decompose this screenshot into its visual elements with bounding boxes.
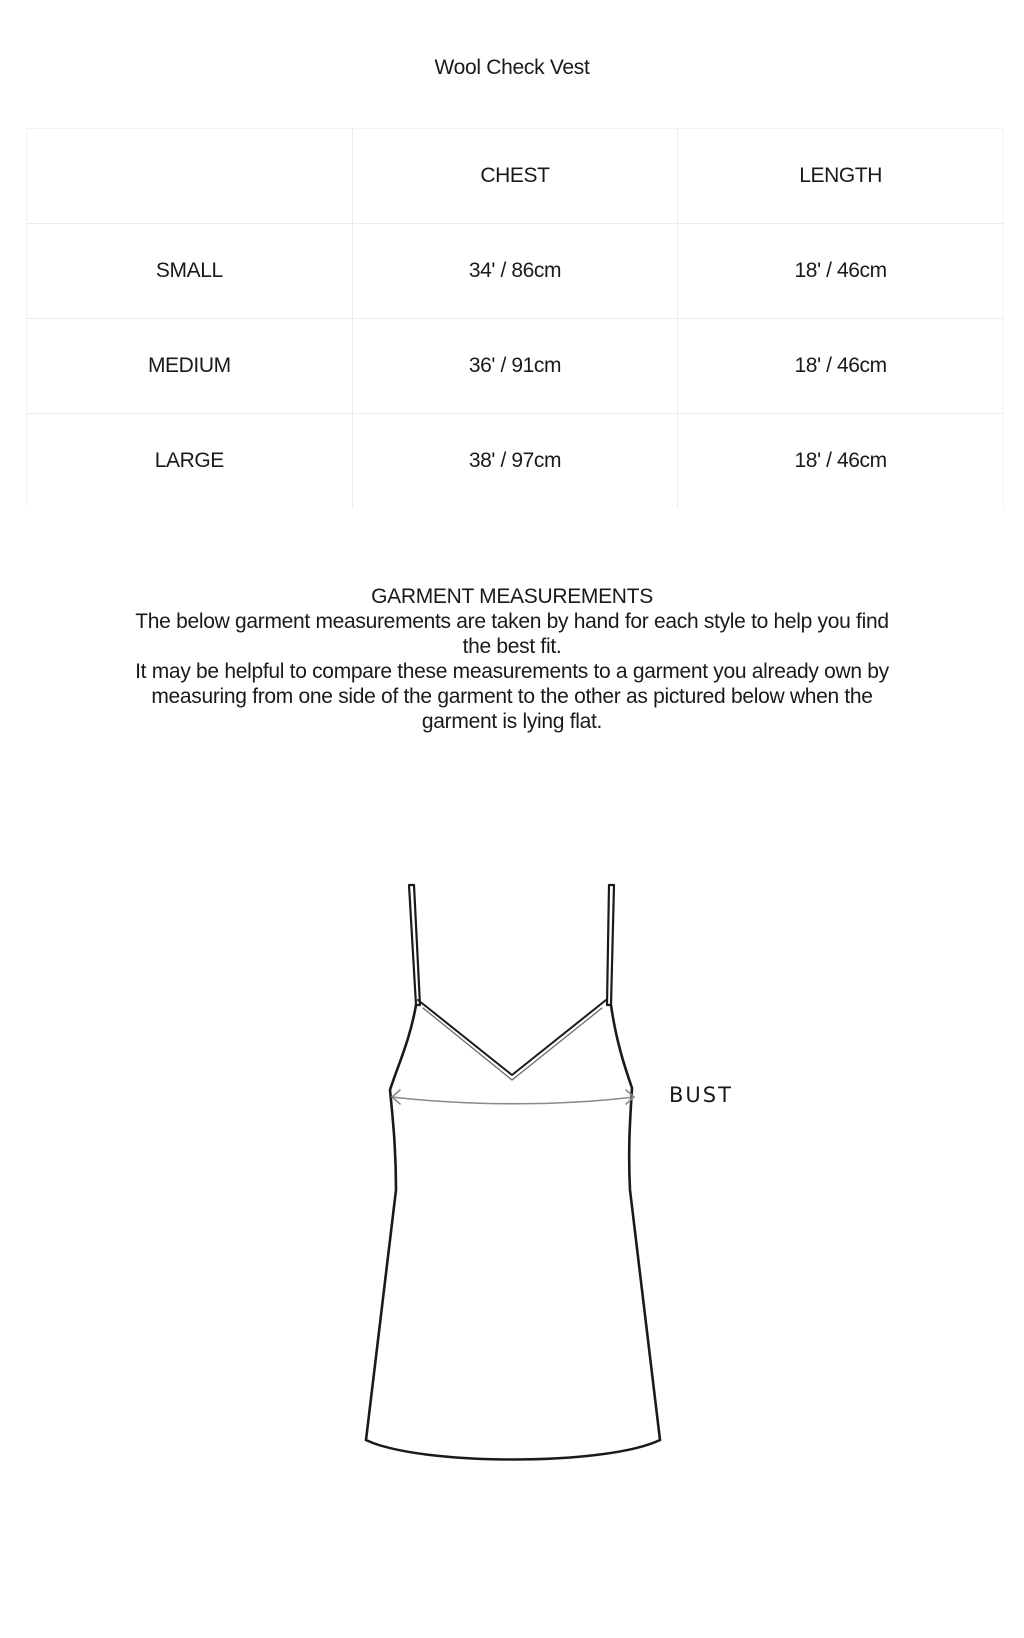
size-name-cell: MEDIUM (27, 319, 353, 414)
measurements-info-clip (0, 0, 1024, 734)
bust-label: BUST (669, 1083, 733, 1107)
camisole-outline-icon (0, 860, 1024, 1500)
measurements-paragraph-2: It may be helpful to compare these measurements to a garment you already own by measuring from one side of the garment to the other as pictured below when the garment is lying flat. (135, 660, 889, 733)
chest-cell: 34' / 86cm (352, 224, 678, 319)
header-cell-length: LENGTH (678, 129, 1004, 224)
chest-cell: 36' / 91cm (352, 319, 678, 414)
header-cell-chest: CHEST (352, 129, 678, 224)
length-cell: 18' / 46cm (678, 224, 1004, 319)
page-title: Wool Check Vest (434, 56, 590, 79)
size-name-cell: LARGE (27, 414, 353, 509)
chest-cell: 38' / 97cm (352, 414, 678, 509)
measurements-info (132, 584, 892, 734)
size-name-cell: SMALL (27, 224, 353, 319)
length-cell: 18' / 46cm (678, 414, 1004, 509)
length-cell: 18' / 46cm (678, 319, 1004, 414)
measurements-heading: GARMENT MEASUREMENTS (371, 585, 653, 608)
measurements-paragraph-1: The below garment measurements are taken by hand for each style to help you find the best fit. (135, 610, 889, 658)
